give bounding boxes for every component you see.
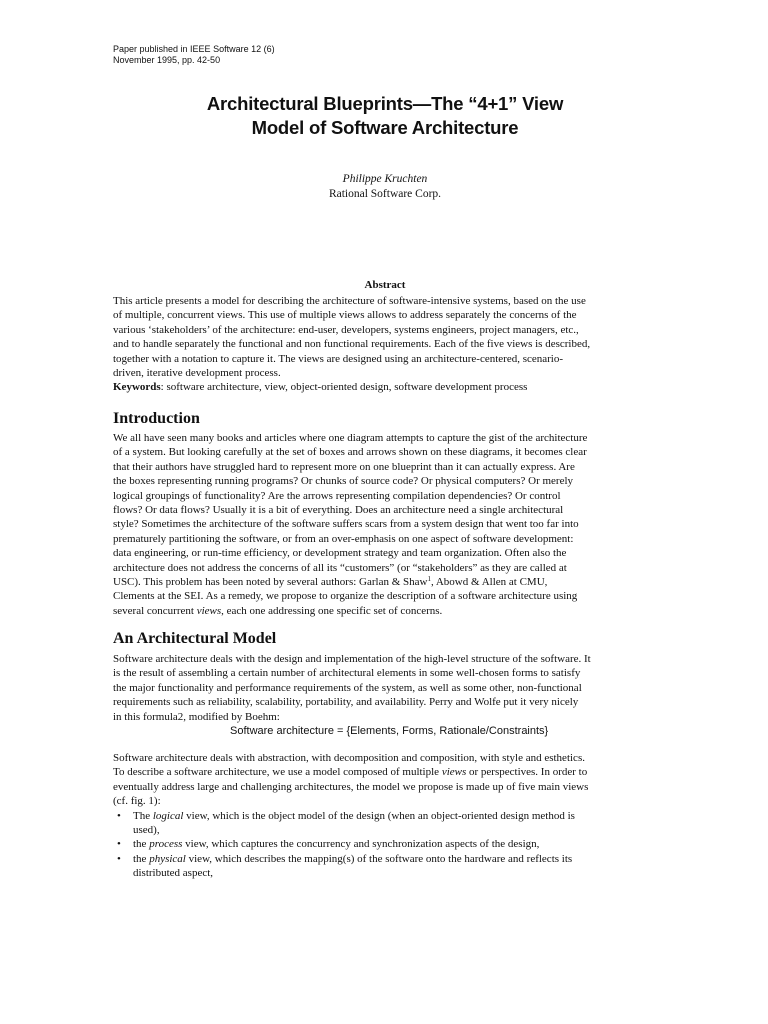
architectural-model-body: [113, 652, 661, 738]
model-line: Software architecture deals with the design and implementation of the high-level structure of the software. It: [113, 653, 591, 665]
model-line: is the result of assembling a certain number of architectural elements in some well-chosen forms to satisfy: [113, 667, 581, 680]
model-text: or perspectives. In order to: [466, 766, 588, 779]
model-line: requirements such as reliability, scalability, portability, and availability. Perry and Wolfe put it very nicely: [113, 696, 579, 709]
bullet-text: view, which captures the concurrency and synchronization aspects of the design,: [182, 838, 540, 851]
intro-line: that their authors have struggled hard to represent more on one blueprint than it can actually express. Are: [113, 460, 575, 473]
model-line: [113, 765, 661, 779]
bullet-text: view, which describes the mapping(s) of the software onto the hardware and reflects its: [185, 852, 573, 865]
introduction-body: [113, 431, 661, 618]
bullet-physical-view: [113, 852, 661, 881]
keywords-line: [113, 380, 661, 394]
model-line: in this formula2, modified by Boehm:: [113, 710, 280, 723]
intro-line: logical groupings of functionality? Are the arrows representing compilation dependencies? Or control: [113, 489, 561, 502]
introduction-heading: Introduction: [113, 410, 200, 427]
keywords-label: Keywords: [113, 381, 161, 394]
model-emphasis: views: [441, 766, 467, 779]
bullet-emphasis: logical: [152, 809, 184, 822]
model-line: Software architecture deals with abstraction, with decomposition and composition, with style and esthetics.: [113, 752, 585, 764]
author-block: [113, 172, 657, 202]
intro-line: We all have seen many books and articles where one diagram attempts to capture the gist of the architecture: [113, 432, 588, 444]
architectural-model-heading: An Architectural Model: [113, 630, 277, 647]
abstract-body: [113, 294, 661, 395]
model-line: eventually address large and challenging architectures, the model we propose is made up of five main views: [113, 780, 589, 793]
abstract-line: various ‘stakeholders’ of the architecture: end-user, developers, systems engineers, project managers, etc.,: [113, 323, 579, 336]
author-name: Philippe Kruchten: [342, 173, 428, 185]
bullet-icon: •: [117, 852, 121, 865]
bullet-logical-view: [113, 809, 661, 838]
intro-line: architecture does not address the concerns of all its “customers” (or “stakeholders” as they are called at: [113, 561, 567, 574]
abstract-heading: Abstract: [364, 279, 406, 291]
formula: Software architecture = {Elements, Forms, Rationale/Constraints}: [230, 724, 549, 737]
intro-line: of a system. But looking carefully at the set of boxes and arrows shown on these diagrams, it becomes clear: [113, 446, 587, 459]
bullet-text: the: [133, 838, 150, 851]
bullet-line: distributed aspect,: [133, 867, 214, 880]
intro-line: prematurely partitioning the software, or from an over-emphasis on one aspect of software development:: [113, 532, 574, 545]
bullet-process-view: [113, 837, 661, 851]
title-line-1: Architectural Blueprints—The “4+1” View: [206, 93, 564, 114]
abstract-line: and to handle separately the functional and non functional requirements. Each of the five views is described,: [113, 338, 591, 351]
intro-emphasis: views: [196, 604, 222, 617]
bullet-icon: •: [117, 809, 121, 822]
bullet-text: The: [133, 809, 153, 822]
intro-line: [113, 604, 661, 618]
author-affiliation: Rational Software Corp.: [328, 188, 442, 200]
intro-text: , each one addressing one specific set of concerns.: [221, 604, 443, 617]
bullet-icon: •: [117, 838, 121, 851]
intro-line: the boxes representing running programs? Or chunks of source code? Or physical computers? Or merely: [113, 475, 574, 488]
intro-line: Clements at the SEI. As a remedy, we propose to organize the description of a software architecture using: [113, 590, 578, 603]
bullet-line: [133, 852, 661, 866]
model-text: To describe a software architecture, we use a model composed of multiple: [113, 766, 442, 779]
intro-text: , Abowd & Allen at CMU,: [430, 575, 548, 588]
keywords-text: : software architecture, view, object-oriented design, software development process: [160, 381, 528, 394]
footnote-ref: 1: [427, 574, 431, 583]
bullet-line: [133, 809, 661, 823]
intro-text: several concurrent: [113, 604, 197, 617]
abstract-line: driven, iterative development process.: [113, 366, 281, 379]
bullet-text: the: [133, 852, 150, 865]
bullet-text: view, which is the object model of the design (when an object-oriented design method is: [183, 809, 575, 822]
bullet-line: used),: [133, 823, 160, 836]
publication-date-line: November 1995, pp. 42-50: [113, 55, 221, 65]
intro-line: data engineering, or run-time efficiency, or development strategy and team organization. Often also the: [113, 547, 567, 560]
intro-line: style? Sometimes the architecture of the software suffers scars from a system design that went too far into: [113, 518, 579, 531]
intro-text: USC). This problem has been noted by several authors: Garlan & Shaw: [113, 575, 428, 588]
paper-title: [113, 92, 657, 140]
intro-line: flows? Or data flows? Usually it is a bit of everything. Does an architecture need a single architectural: [113, 503, 564, 516]
abstract-line: This article presents a model for describing the architecture of software-intensive systems, based on the use: [113, 295, 586, 307]
publication-line: Paper published in IEEE Software 12 (6): [113, 44, 275, 54]
title-line-2: Model of Software Architecture: [251, 117, 519, 138]
bullet-emphasis: physical: [149, 852, 186, 865]
publication-info: [113, 44, 275, 66]
model-line: the major functionality and performance requirements of the system, as well as some other, non-functional: [113, 681, 582, 694]
bullet-line: [133, 837, 661, 851]
model-line: (cf. fig. 1):: [113, 795, 161, 808]
intro-line: [113, 575, 661, 589]
bullet-emphasis: process: [149, 838, 183, 851]
abstract-line: of multiple, concurrent views. This use of multiple views allows to address separately the concerns of the: [113, 309, 577, 322]
views-paragraph: [113, 751, 661, 881]
abstract-line: together with a notation to capture it. The views are designed using an architecture-centered, scenario-: [113, 352, 564, 365]
